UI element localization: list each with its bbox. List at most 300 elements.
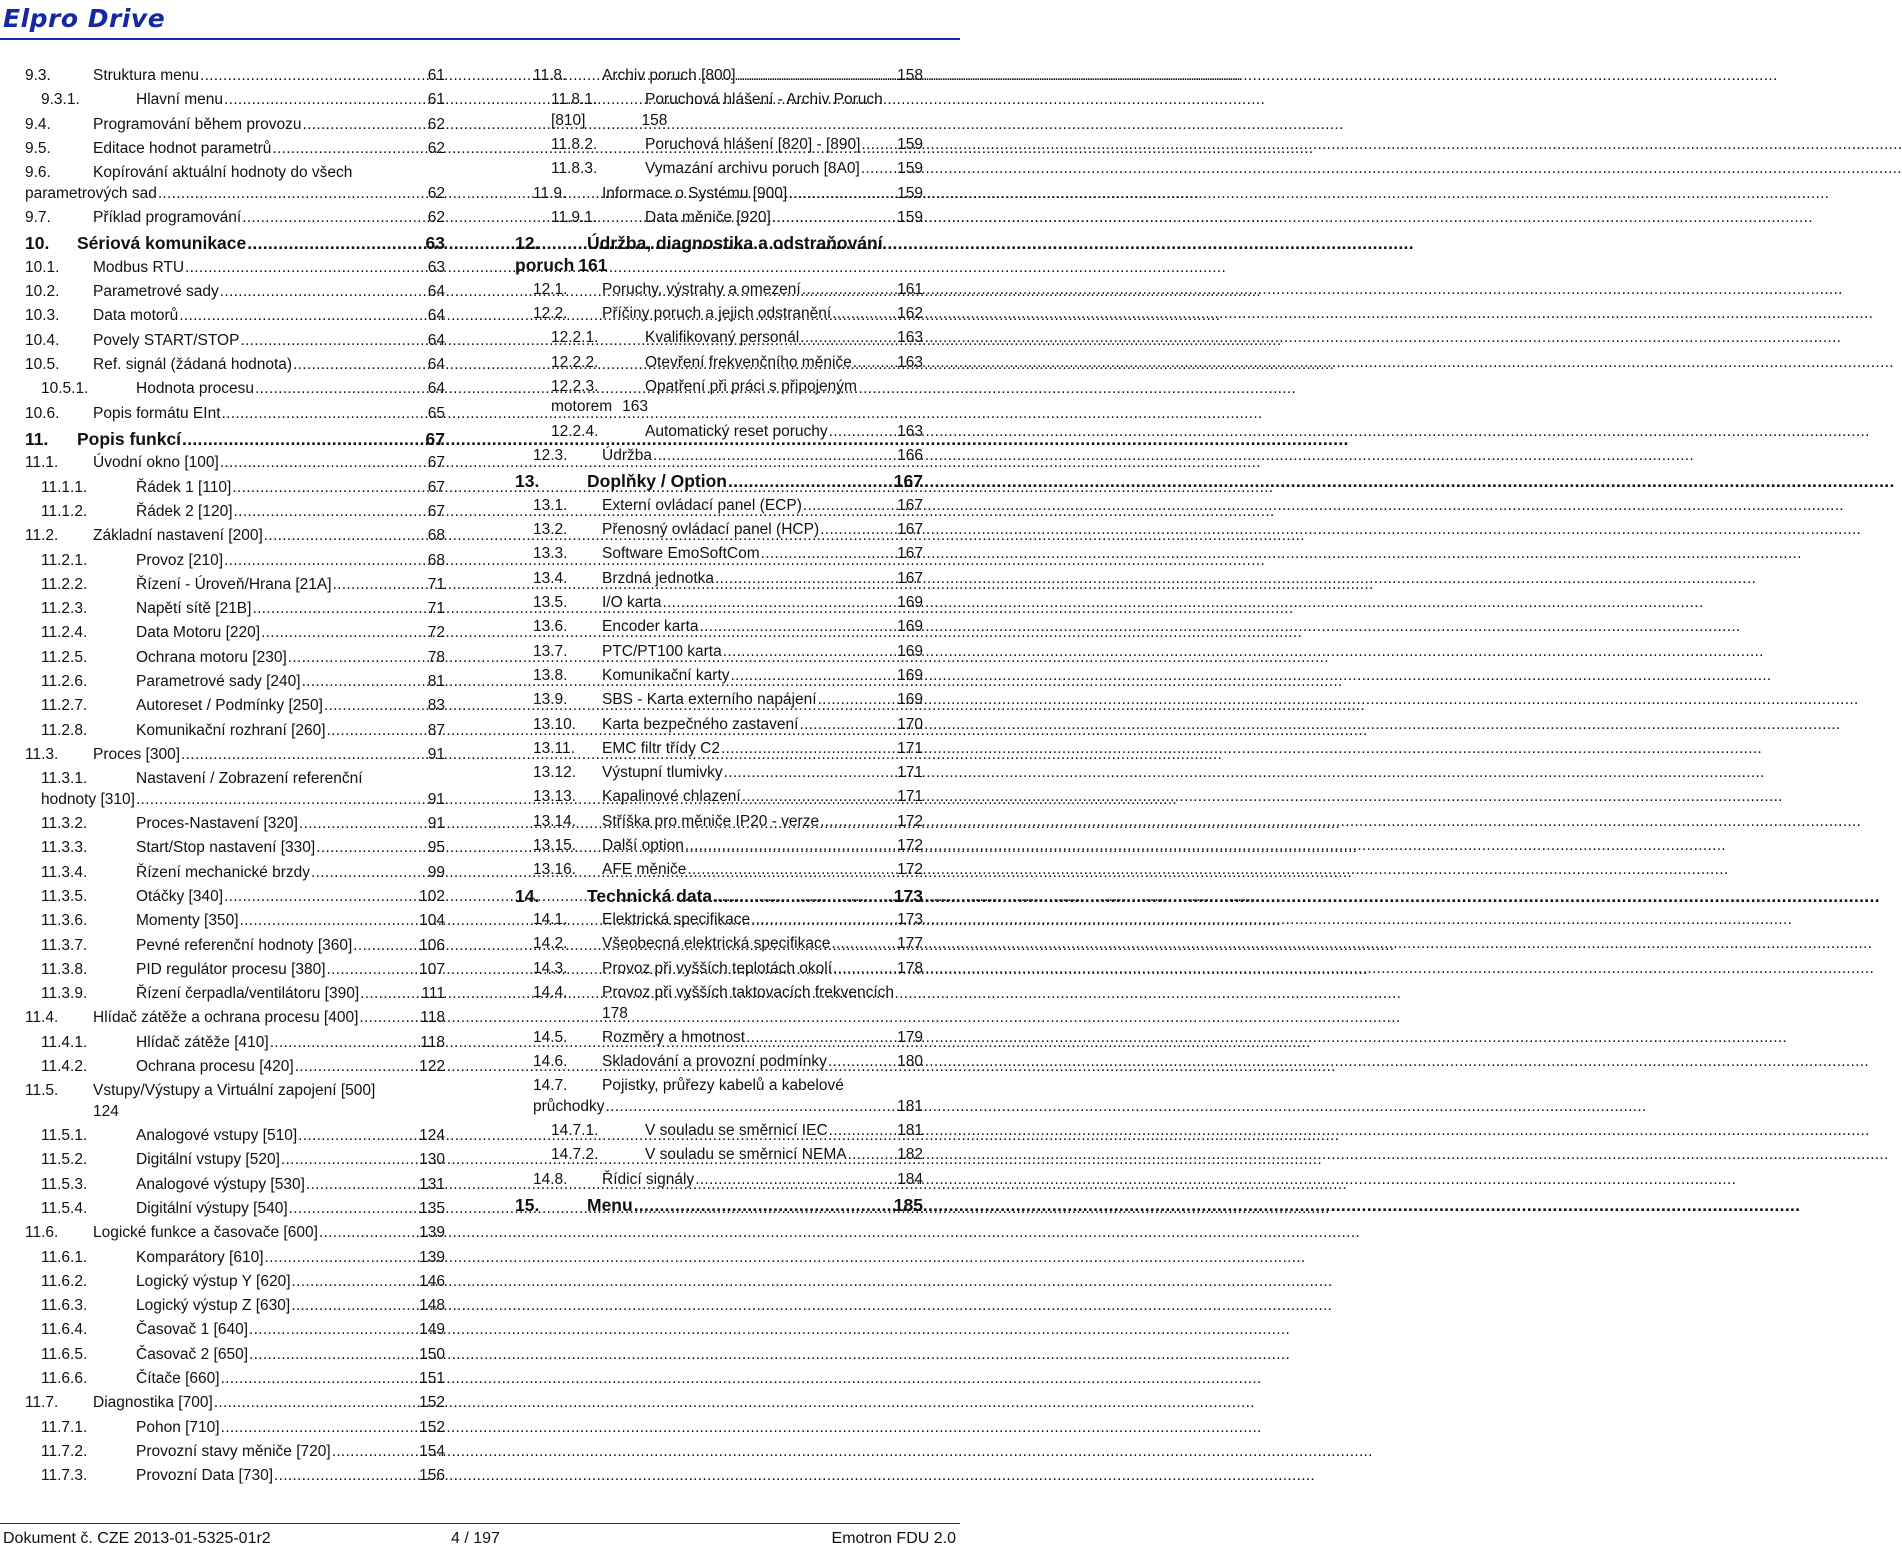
- toc-entry-title: Data měniče [920]: [645, 208, 771, 226]
- toc-entry[interactable]: [25, 814, 445, 838]
- toc-entry-page: 169: [897, 691, 923, 709]
- toc-leader-dots: [224, 551, 427, 572]
- toc-leader-dots: [721, 739, 896, 760]
- toc-leader-dots: [327, 960, 419, 981]
- toc-entry-title: Elektrická specifikace: [602, 911, 751, 929]
- toc-entry[interactable]: [515, 690, 923, 714]
- toc-entry-page: 161: [578, 255, 608, 276]
- toc-entry-title: Encoder karta: [602, 618, 699, 636]
- toc-leader-dots: [820, 812, 896, 833]
- toc-entry-title: Opatření při práci s připojeným: [645, 377, 857, 395]
- toc-entry-page: 171: [897, 764, 923, 782]
- toc-leader-dots: [249, 1320, 418, 1341]
- toc-entry-number: 11.6.: [25, 1224, 59, 1242]
- toc-entry[interactable]: [515, 496, 923, 520]
- toc-entry-title: Analogové výstupy [530]: [136, 1175, 305, 1193]
- toc-entry-title: Start/Stop nastavení [330]: [136, 839, 316, 857]
- toc-entry[interactable]: [25, 258, 445, 282]
- toc-entry-title: Výstupní tlumivky: [602, 764, 723, 782]
- toc-entry[interactable]: [515, 353, 923, 377]
- toc-entry-title: Přenosný ovládací panel (HCP): [602, 521, 820, 539]
- toc-entry-page: 151: [419, 1370, 445, 1388]
- toc-entry-number: 9.7.: [25, 208, 51, 226]
- toc-entry-number: 14.8.: [533, 1170, 568, 1188]
- toc-entry-page: 159: [897, 160, 923, 178]
- toc-entry[interactable]: [25, 936, 445, 960]
- toc-entry-page: 64: [427, 331, 445, 349]
- toc-entry[interactable]: [25, 863, 445, 887]
- toc-leader-dots: [255, 379, 427, 400]
- toc-entry[interactable]: [25, 379, 445, 403]
- toc-entry-title-continued: [810]: [551, 111, 586, 129]
- toc-entry[interactable]: [25, 1320, 445, 1344]
- toc-entry-page: 177: [897, 935, 923, 953]
- toc-entry-number: 9.5.: [25, 139, 51, 157]
- toc-entry[interactable]: [515, 304, 923, 328]
- toc-entry-title: Karta bezpečného zastavení: [602, 715, 799, 733]
- toc-entry-page: 163: [622, 398, 649, 416]
- toc-entry-number: 15.: [515, 1195, 540, 1216]
- toc-entry[interactable]: [25, 575, 445, 599]
- toc-entry[interactable]: [25, 1369, 445, 1393]
- toc-entry-number: 11.7.1.: [41, 1418, 88, 1436]
- toc-entry[interactable]: [515, 470, 923, 496]
- toc-entry[interactable]: [515, 617, 923, 641]
- toc-entry-page: 163: [897, 329, 923, 347]
- toc-entry-number: 14.7.1.: [551, 1122, 599, 1140]
- toc-entry[interactable]: [515, 1076, 923, 1121]
- toc-entry[interactable]: [25, 1033, 445, 1057]
- toc-entry[interactable]: [515, 787, 923, 811]
- toc-entry[interactable]: [25, 838, 445, 862]
- toc-leader-dots: [832, 304, 896, 325]
- toc-entry-title: Hlídač zátěže [410]: [136, 1033, 269, 1051]
- toc-entry-page: 111: [421, 985, 445, 1003]
- toc-leader-dots: [799, 715, 896, 736]
- toc-entry-title-continued: parametrových sad: [25, 184, 157, 202]
- toc-entry[interactable]: [515, 328, 923, 352]
- toc-entry-page: 68: [427, 527, 445, 545]
- toc-entry-number: 13.12.: [533, 764, 577, 782]
- toc-entry[interactable]: [25, 1126, 445, 1150]
- toc-entry[interactable]: [515, 377, 923, 422]
- toc-leader-dots: [252, 599, 426, 620]
- toc-entry-page: 71: [427, 575, 445, 593]
- toc-leader-dots: [182, 428, 424, 450]
- toc-entry[interactable]: [515, 520, 923, 544]
- toc-leader-dots: [751, 910, 896, 931]
- toc-entry-title: Čítače [660]: [136, 1370, 220, 1388]
- toc-entry[interactable]: [25, 1296, 445, 1320]
- toc-leader-dots: [220, 282, 427, 303]
- toc-entry-page: 172: [897, 861, 923, 879]
- toc-entry-number: 11.5.: [25, 1082, 59, 1100]
- toc-entry-number: 11.2.5.: [41, 648, 88, 666]
- toc-entry[interactable]: [515, 666, 923, 690]
- toc-leader-dots: [731, 666, 897, 687]
- toc-entry-title: Proces [300]: [93, 745, 181, 763]
- toc-entry-number: 11.5.3.: [41, 1175, 88, 1193]
- toc-entry-number: 11.3.2.: [41, 815, 88, 833]
- toc-entry[interactable]: [515, 569, 923, 593]
- toc-entry[interactable]: [25, 306, 445, 330]
- toc-entry-number: 10.2.: [25, 283, 60, 301]
- toc-entry-page: 171: [897, 739, 923, 757]
- toc-leader-dots: [746, 1028, 896, 1049]
- toc-entry-page: 130: [419, 1151, 445, 1169]
- toc-entry[interactable]: [25, 331, 445, 355]
- toc-entry-number: 11.: [25, 428, 49, 449]
- toc-entry-title: Kapalinové chlazení: [602, 788, 741, 806]
- toc-entry-number: 11.2.1.: [41, 551, 88, 569]
- toc-leader-dots: [293, 355, 427, 376]
- toc-leader-dots: [261, 623, 427, 644]
- toc-entry-page: 161: [897, 280, 923, 298]
- toc-entry-number: 13.13.: [533, 788, 577, 806]
- toc-leader-dots: [818, 690, 897, 711]
- toc-entry-number: 11.6.2.: [41, 1272, 88, 1290]
- toc-entry[interactable]: [25, 163, 445, 208]
- toc-entry-page: 167: [897, 569, 923, 587]
- toc-entry[interactable]: [25, 1442, 445, 1466]
- toc-leader-dots: [242, 208, 427, 229]
- toc-entry[interactable]: [25, 1057, 445, 1081]
- toc-entry[interactable]: [515, 1194, 923, 1220]
- toc-entry[interactable]: [515, 446, 923, 470]
- toc-entry-page: 63: [425, 233, 445, 254]
- toc-entry-title: Hlídač zátěže a ochrana procesu [400]: [93, 1009, 359, 1027]
- toc-entry-number: 13.7.: [533, 642, 568, 660]
- toc-leader-dots: [291, 1296, 418, 1317]
- toc-entry[interactable]: [515, 983, 923, 1028]
- toc-entry[interactable]: [515, 208, 923, 232]
- toc-entry-number: 10.5.: [25, 355, 60, 373]
- toc-entry[interactable]: [25, 1223, 445, 1247]
- toc-entry-title: Vymazání archivu poruch [8A0]: [645, 160, 860, 178]
- toc-entry[interactable]: [25, 90, 445, 114]
- toc-entry-number: 9.6.: [25, 164, 51, 182]
- toc-entry[interactable]: [515, 642, 923, 666]
- toc-entry[interactable]: [25, 769, 445, 814]
- toc-leader-dots: [292, 1272, 419, 1293]
- toc-entry-page: 62: [427, 184, 445, 202]
- toc-entry[interactable]: [25, 721, 445, 745]
- toc-entry-number: 11.6.3.: [41, 1297, 88, 1315]
- toc-entry-number: 13.6.: [533, 618, 568, 636]
- toc-entry[interactable]: [515, 715, 923, 739]
- toc-entry[interactable]: [25, 139, 445, 163]
- toc-entry-number: 14.1.: [533, 911, 568, 929]
- toc-entry-page: 182: [897, 1146, 923, 1164]
- toc-entry-title: Digitální vstupy [520]: [136, 1151, 280, 1169]
- toc-entry[interactable]: [515, 280, 923, 304]
- toc-entry-title: Otevření frekvenčního měniče: [645, 353, 852, 371]
- toc-entry[interactable]: [25, 1175, 445, 1199]
- toc-entry-title: Ochrana procesu [420]: [136, 1057, 294, 1075]
- toc-entry-title: Momenty [350]: [136, 912, 239, 930]
- toc-entry-page: 67: [427, 502, 445, 520]
- toc-entry-page: 156: [419, 1467, 445, 1485]
- toc-entry[interactable]: [515, 910, 923, 934]
- toc-entry[interactable]: [515, 739, 923, 763]
- toc-entry-number: 13.1.: [533, 496, 568, 514]
- toc-entry-page: 106: [419, 936, 445, 954]
- toc-entry-page: 91: [427, 815, 445, 833]
- toc-entry[interactable]: [25, 282, 445, 306]
- toc-entry[interactable]: [25, 1199, 445, 1223]
- toc-entry-number: 11.2.: [25, 527, 59, 545]
- toc-entry-number: 11.3.5.: [41, 887, 88, 905]
- toc-entry-number: 12.1.: [533, 280, 568, 298]
- toc-leader-dots: [272, 139, 426, 160]
- toc-entry-title: PTC/PT100 karta: [602, 642, 722, 660]
- toc-entry-title: Menu: [587, 1195, 633, 1216]
- toc-entry-number: 11.8.1.: [551, 91, 598, 109]
- toc-leader-dots: [803, 496, 896, 517]
- toc-entry-title: Logický výstup Y [620]: [136, 1272, 291, 1290]
- toc-entry-title: Logický výstup Z [630]: [136, 1297, 291, 1315]
- toc-entry[interactable]: [25, 502, 445, 526]
- toc-entry-page: 87: [427, 721, 445, 739]
- toc-entry-number: 11.2.4.: [41, 624, 88, 642]
- document-header-title: Elpro Drive: [3, 4, 166, 33]
- toc-entry[interactable]: [25, 599, 445, 623]
- toc-entry[interactable]: [515, 812, 923, 836]
- toc-entry-page: 61: [427, 91, 445, 109]
- toc-entry-page: 64: [427, 283, 445, 301]
- toc-entry-page: 150: [419, 1345, 445, 1363]
- toc-entry[interactable]: [25, 66, 445, 90]
- toc-leader-dots: [685, 836, 896, 857]
- toc-entry-title: Proces-Nastavení [320]: [136, 815, 298, 833]
- toc-leader-dots: [221, 1418, 419, 1439]
- toc-entry-page: 107: [419, 960, 445, 978]
- toc-entry-title: Řádek 2 [120]: [136, 502, 233, 520]
- toc-entry-number: 11.8.2.: [551, 136, 598, 154]
- toc-entry[interactable]: [25, 478, 445, 502]
- toc-entry-page: 81: [427, 673, 445, 691]
- toc-entry[interactable]: [25, 1248, 445, 1272]
- toc-entry-title: Doplňky / Option: [587, 471, 727, 492]
- footer-divider: [0, 1523, 960, 1524]
- toc-entry[interactable]: [515, 934, 923, 958]
- toc-entry[interactable]: [25, 1418, 445, 1442]
- toc-leader-dots: [820, 520, 896, 541]
- toc-leader-dots: [249, 1345, 418, 1366]
- toc-entry[interactable]: [25, 551, 445, 575]
- toc-entry-title: Informace o Systému [900]: [602, 184, 788, 202]
- toc-entry-number: 11.7.2.: [41, 1442, 88, 1460]
- toc-entry-number: 11.7.3.: [41, 1467, 88, 1485]
- toc-entry[interactable]: [25, 696, 445, 720]
- toc-leader-dots: [200, 66, 427, 87]
- toc-entry-number: 12.2.2.: [551, 353, 599, 371]
- toc-entry-title: PID regulátor procesu [380]: [136, 960, 326, 978]
- toc-entry-number: 12.: [515, 233, 540, 254]
- toc-leader-dots: [802, 280, 896, 301]
- toc-entry-number: 13.14.: [533, 812, 577, 830]
- toc-entry-title: Digitální výstupy [540]: [136, 1199, 288, 1217]
- toc-entry-number: 11.9.: [533, 184, 567, 202]
- toc-leader-dots: [359, 1008, 419, 1029]
- toc-entry[interactable]: [25, 232, 445, 258]
- toc-entry[interactable]: [515, 836, 923, 860]
- toc-entry-page: 64: [427, 380, 445, 398]
- toc-entry-title-continued: motorem: [551, 398, 613, 416]
- toc-entry[interactable]: [515, 422, 923, 446]
- toc-entry-page: 166: [897, 447, 923, 465]
- toc-entry[interactable]: [25, 355, 445, 379]
- toc-entry[interactable]: [515, 959, 923, 983]
- toc-entry-number: 11.3.7.: [41, 936, 88, 954]
- toc-entry-title: Externí ovládací panel (ECP): [602, 496, 802, 514]
- toc-entry[interactable]: [515, 1028, 923, 1052]
- toc-entry-number: 10.6.: [25, 404, 60, 422]
- toc-entry[interactable]: [25, 404, 445, 428]
- toc-entry-title: Data motorů: [93, 307, 179, 325]
- toc-entry-page: 68: [427, 551, 445, 569]
- toc-entry[interactable]: [25, 1081, 445, 1126]
- toc-entry[interactable]: [25, 1345, 445, 1369]
- toc-leader-dots: [316, 838, 427, 859]
- toc-entry-title: Poruchová hlášení [820] - [890]: [645, 136, 861, 154]
- toc-entry[interactable]: [515, 1170, 923, 1194]
- toc-entry[interactable]: [25, 960, 445, 984]
- toc-leader-dots: [728, 470, 893, 492]
- toc-entry-title: Nastavení / Zobrazení referenční: [136, 770, 363, 788]
- toc-entry[interactable]: [25, 984, 445, 1008]
- toc-leader-dots: [179, 306, 426, 327]
- toc-entry[interactable]: [515, 90, 923, 135]
- toc-entry-title: Poruchy, výstrahy a omezení: [602, 280, 801, 298]
- toc-entry-page: 102: [419, 887, 445, 905]
- toc-entry-title: Data Motoru [220]: [136, 624, 261, 642]
- toc-entry-title: Diagnostika [700]: [93, 1394, 213, 1412]
- toc-leader-dots: [634, 1194, 893, 1216]
- toc-entry[interactable]: [515, 232, 923, 280]
- toc-entry-page: 152: [419, 1394, 445, 1412]
- toc-entry[interactable]: [515, 860, 923, 884]
- toc-entry-page: 167: [897, 521, 923, 539]
- toc-entry[interactable]: [25, 1272, 445, 1296]
- toc-entry-number: 11.3.: [25, 745, 59, 763]
- toc-leader-dots: [833, 959, 896, 980]
- toc-entry-title: Logické funkce a časovače [600]: [93, 1224, 318, 1242]
- toc-leader-dots: [742, 787, 896, 808]
- toc-entry-title: Časovač 2 [650]: [136, 1345, 249, 1363]
- toc-entry-number: 11.3.3.: [41, 839, 88, 857]
- toc-entry-title: Řízení čerpadla/ventilátoru [390]: [136, 985, 360, 1003]
- toc-leader-dots: [288, 648, 427, 669]
- toc-entry-page: 131: [419, 1175, 445, 1193]
- toc-leader-dots: [715, 569, 896, 590]
- toc-entry[interactable]: [515, 135, 923, 159]
- toc-entry[interactable]: [25, 1466, 445, 1490]
- toc-entry-title: Analogové vstupy [510]: [136, 1127, 298, 1145]
- toc-entry-title: Řízení mechanické brzdy: [136, 863, 311, 881]
- toc-entry-title: Software EmoSoftCom: [602, 545, 760, 563]
- toc-entry[interactable]: [25, 745, 445, 769]
- toc-entry[interactable]: [25, 453, 445, 477]
- toc-entry[interactable]: [515, 544, 923, 568]
- toc-entry[interactable]: [25, 428, 445, 454]
- toc-entry-page: 171: [897, 788, 923, 806]
- toc-entry-page: 180: [897, 1053, 923, 1071]
- toc-entry-title-continued: hodnoty [310]: [41, 790, 135, 808]
- toc-entry[interactable]: [25, 208, 445, 232]
- toc-entry[interactable]: [515, 1121, 923, 1145]
- toc-leader-dots: [232, 478, 426, 499]
- toc-entry[interactable]: [25, 1008, 445, 1032]
- toc-entry-page: 146: [419, 1272, 445, 1290]
- toc-entry-page: 95: [427, 839, 445, 857]
- toc-entry-title: Rozměry a hmotnost: [602, 1028, 745, 1046]
- toc-entry-number: 11.5.2.: [41, 1151, 88, 1169]
- toc-entry[interactable]: [25, 1150, 445, 1174]
- toc-entry[interactable]: [25, 623, 445, 647]
- toc-entry[interactable]: [515, 159, 923, 183]
- toc-leader-dots: [829, 422, 896, 443]
- toc-entry-title: Další option: [602, 837, 684, 855]
- toc-entry-title: Údržba: [602, 447, 652, 465]
- toc-entry-page: 62: [427, 139, 445, 157]
- toc-entry[interactable]: [515, 763, 923, 787]
- toc-leader-dots: [788, 184, 896, 205]
- toc-entry-title: Základní nastavení [200]: [93, 527, 263, 545]
- toc-entry-number: 11.2.6.: [41, 673, 88, 691]
- toc-leader-dots: [829, 1121, 896, 1142]
- toc-entry[interactable]: [25, 887, 445, 911]
- toc-entry-title: Provozní stavy měniče [720]: [136, 1442, 331, 1460]
- toc-entry-number: 11.5.1.: [41, 1127, 88, 1145]
- toc-entry-number: 11.4.: [25, 1009, 59, 1027]
- toc-entry-title: Kopírování aktuální hodnoty do všech: [93, 164, 353, 182]
- toc-leader-dots: [848, 1145, 897, 1166]
- toc-entry[interactable]: [25, 648, 445, 672]
- toc-entry[interactable]: [25, 672, 445, 696]
- toc-entry[interactable]: [515, 885, 923, 911]
- toc-entry-title: Komunikační rozhraní [260]: [136, 721, 326, 739]
- toc-leader-dots: [724, 763, 897, 784]
- toc-leader-dots: [324, 696, 427, 717]
- toc-entry[interactable]: [515, 66, 923, 90]
- toc-entry-title: Pojistky, průřezy kabelů a kabelové: [602, 1077, 844, 1095]
- toc-entry-title: Skladování a provozní podmínky: [602, 1053, 827, 1071]
- toc-entry-page: 91: [427, 790, 445, 808]
- toc-entry-page: 99: [427, 863, 445, 881]
- toc-entry-page: 173: [897, 911, 923, 929]
- toc-entry-title-continued: průchodky: [533, 1097, 605, 1115]
- toc-entry[interactable]: [25, 911, 445, 935]
- toc-entry[interactable]: [25, 526, 445, 550]
- toc-entry-page: 118: [420, 1009, 445, 1027]
- toc-entry[interactable]: [515, 184, 923, 208]
- toc-entry-number: 9.3.1.: [41, 91, 80, 109]
- toc-leader-dots: [353, 936, 418, 957]
- toc-leader-dots: [221, 1369, 419, 1390]
- toc-leader-dots: [222, 404, 427, 425]
- toc-leader-dots: [700, 617, 897, 638]
- toc-entry[interactable]: [515, 593, 923, 617]
- toc-entry-page: 64: [427, 307, 445, 325]
- toc-entry-number: 14.7.: [533, 1077, 568, 1095]
- toc-entry-number: 12.2.4.: [551, 422, 599, 440]
- toc-entry[interactable]: [25, 115, 445, 139]
- toc-entry[interactable]: [515, 1052, 923, 1076]
- toc-entry[interactable]: [25, 1393, 445, 1417]
- toc-entry[interactable]: [515, 1145, 923, 1169]
- toc-entry-number: 14.2.: [533, 935, 568, 953]
